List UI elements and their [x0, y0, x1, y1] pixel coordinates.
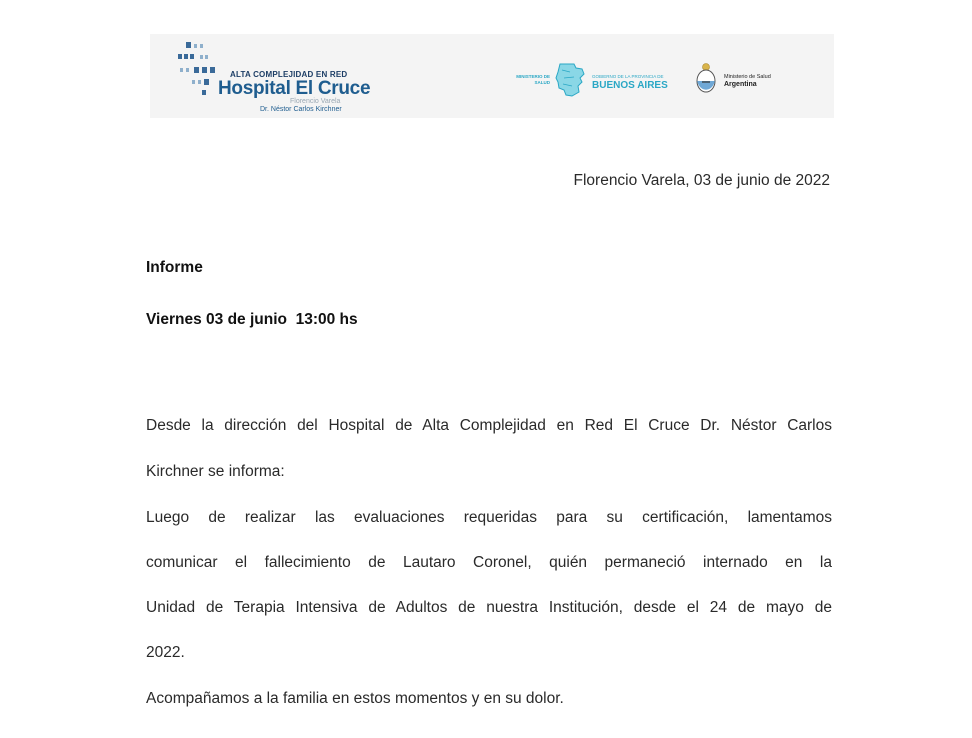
- body-line: Desde la dirección del Hospital de Alta Complejidad en Red El Cruce Dr. Néstor Carlos: [146, 417, 832, 434]
- logo-tagline: ALTA COMPLEJIDAD EN RED: [230, 70, 348, 79]
- body-line: Luego de realizar las evaluaciones requeridas para su certificación, lamentamos: [146, 509, 832, 526]
- national-coat-of-arms-icon: [694, 62, 718, 94]
- argentina-health-ministry-logo: [694, 62, 804, 102]
- place-and-date: Florencio Varela, 03 de junio de 2022: [573, 172, 830, 189]
- pba-health-ministry-logo: [508, 60, 678, 104]
- arg-country-label: Argentina: [724, 81, 757, 88]
- body-line: 2022.: [146, 644, 185, 661]
- logo-city: Florencio Varela: [290, 98, 341, 105]
- pba-ministry-label: MINISTERIO DE SALUD: [516, 74, 550, 85]
- pba-government-label: GOBIERNO DE LA PROVINCIA DE: [592, 74, 664, 79]
- report-datetime: Viernes 03 de junio 13:00 hs: [146, 311, 358, 328]
- province-map-icon: [554, 62, 586, 98]
- body-line: Kirchner se informa:: [146, 463, 285, 480]
- body-line: comunicar el fallecimiento de Lautaro Coronel, quién permaneció internado en la: [146, 554, 832, 571]
- logo-namesake: Dr. Néstor Carlos Kirchner: [260, 106, 342, 113]
- arg-ministry-label: Ministerio de Salud: [724, 74, 771, 80]
- report-title: Informe: [146, 259, 203, 276]
- logo-hospital-name: Hospital El Cruce: [218, 78, 371, 99]
- body-line: Acompañamos a la familia en estos momentos y en su dolor.: [146, 690, 564, 707]
- hospital-el-cruce-logo: [172, 40, 422, 120]
- pba-province-label: BUENOS AIRES: [592, 80, 668, 91]
- body-line: Unidad de Terapia Intensiva de Adultos de nuestra Institución, desde el 24 de mayo de: [146, 599, 832, 616]
